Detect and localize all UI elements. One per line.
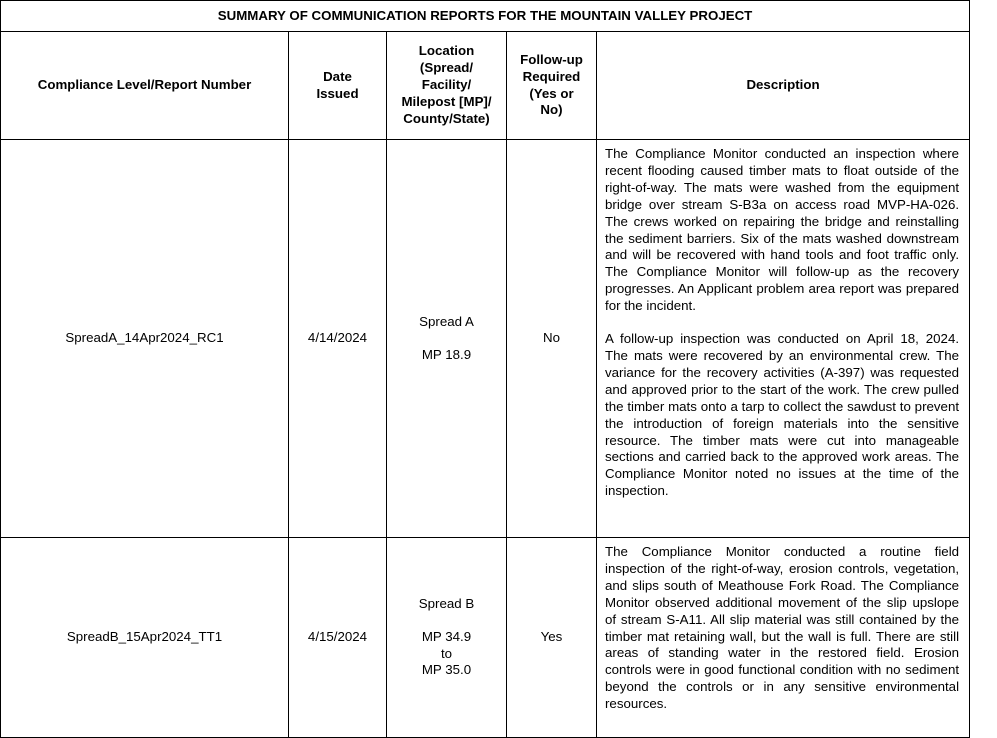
header-followup-line: No) xyxy=(540,102,563,118)
location xyxy=(387,538,507,738)
header-row xyxy=(1,32,970,140)
location-milepost: to xyxy=(440,645,453,661)
location-milepost: MP 34.9 xyxy=(421,628,472,644)
date-issued: 4/15/2024 xyxy=(289,538,387,738)
description-paragraph: The Compliance Monitor conducted an inspection where recent flooding caused timber mats to float outside of the right-of-way. The mats were washed from the equipment bridge over stream S-B3a on access road MVP-HA-026. The crews worked on repairing the bridge and reinstalling the sediment barriers. Six of the mats washed downstream and will be recovered with hand tools and foot traffic only. The Compliance Monitor will follow-up as the recovery progresses. An Applicant problem area report was prepared for the incident. xyxy=(605,146,960,314)
header-location-line: Milepost [MP]/ xyxy=(401,93,492,109)
date-issued: 4/14/2024 xyxy=(289,140,387,538)
table-title: SUMMARY OF COMMUNICATION REPORTS FOR THE MOUNTAIN VALLEY PROJECT xyxy=(1,1,970,32)
description xyxy=(597,538,970,738)
description-paragraph: The Compliance Monitor conducted a routine field inspection of the right-of-way, erosion controls, vegetation, and slips south of Meathouse Fork Road. The Compliance Monitor observed additional movement of the slip upslope of stream S-A11. All slip material was still contained by the timber mat retaining wall, but the wall is full. There are still areas of standing water in the restored field. Erosion controls were in good functional condition with no sediment beyond the controls or in any sensitive environmental resources. xyxy=(605,544,960,712)
location-spread: Spread B xyxy=(418,595,475,611)
description xyxy=(597,140,970,538)
header-date xyxy=(289,32,387,140)
header-date-line: Issued xyxy=(316,85,359,101)
location-milepost: MP 18.9 xyxy=(421,346,472,362)
header-followup xyxy=(507,32,597,140)
table-row xyxy=(1,140,970,538)
header-location-line: Location xyxy=(418,43,475,59)
header-followup-line: Required xyxy=(522,68,581,84)
report-number: SpreadB_15Apr2024_TT1 xyxy=(1,538,289,738)
header-compliance: Compliance Level/Report Number xyxy=(1,32,289,140)
header-date-line: Date xyxy=(323,68,352,84)
header-location-line: County/State) xyxy=(403,110,490,126)
location-milepost: MP 35.0 xyxy=(421,662,472,678)
description-paragraph: A follow-up inspection was conducted on April 18, 2024. The mats were recovered by an environmental crew. The variance for the recovery activities (A-397) was requested and approved prior to the start of the work. The crew pulled the timber mats onto a tarp to collect the sawdust to prevent the introduction of foreign materials into the sensitive resource. The timber mats were cut into manageable sections and carried back to the approved work areas. The Compliance Monitor noted no issues at the time of the inspection. xyxy=(605,331,960,499)
header-location-line: Facility/ xyxy=(421,77,472,93)
header-followup-line: (Yes or xyxy=(529,85,574,101)
header-followup-line: Follow-up xyxy=(520,51,583,67)
header-location xyxy=(387,32,507,140)
header-description: Description xyxy=(597,32,970,140)
table-row xyxy=(1,538,970,738)
followup-required: Yes xyxy=(507,538,597,738)
followup-required: No xyxy=(507,140,597,538)
location xyxy=(387,140,507,538)
report-number: SpreadA_14Apr2024_RC1 xyxy=(1,140,289,538)
header-location-line: (Spread/ xyxy=(419,60,474,76)
title-row xyxy=(1,1,970,32)
location-spread: Spread A xyxy=(419,313,474,329)
